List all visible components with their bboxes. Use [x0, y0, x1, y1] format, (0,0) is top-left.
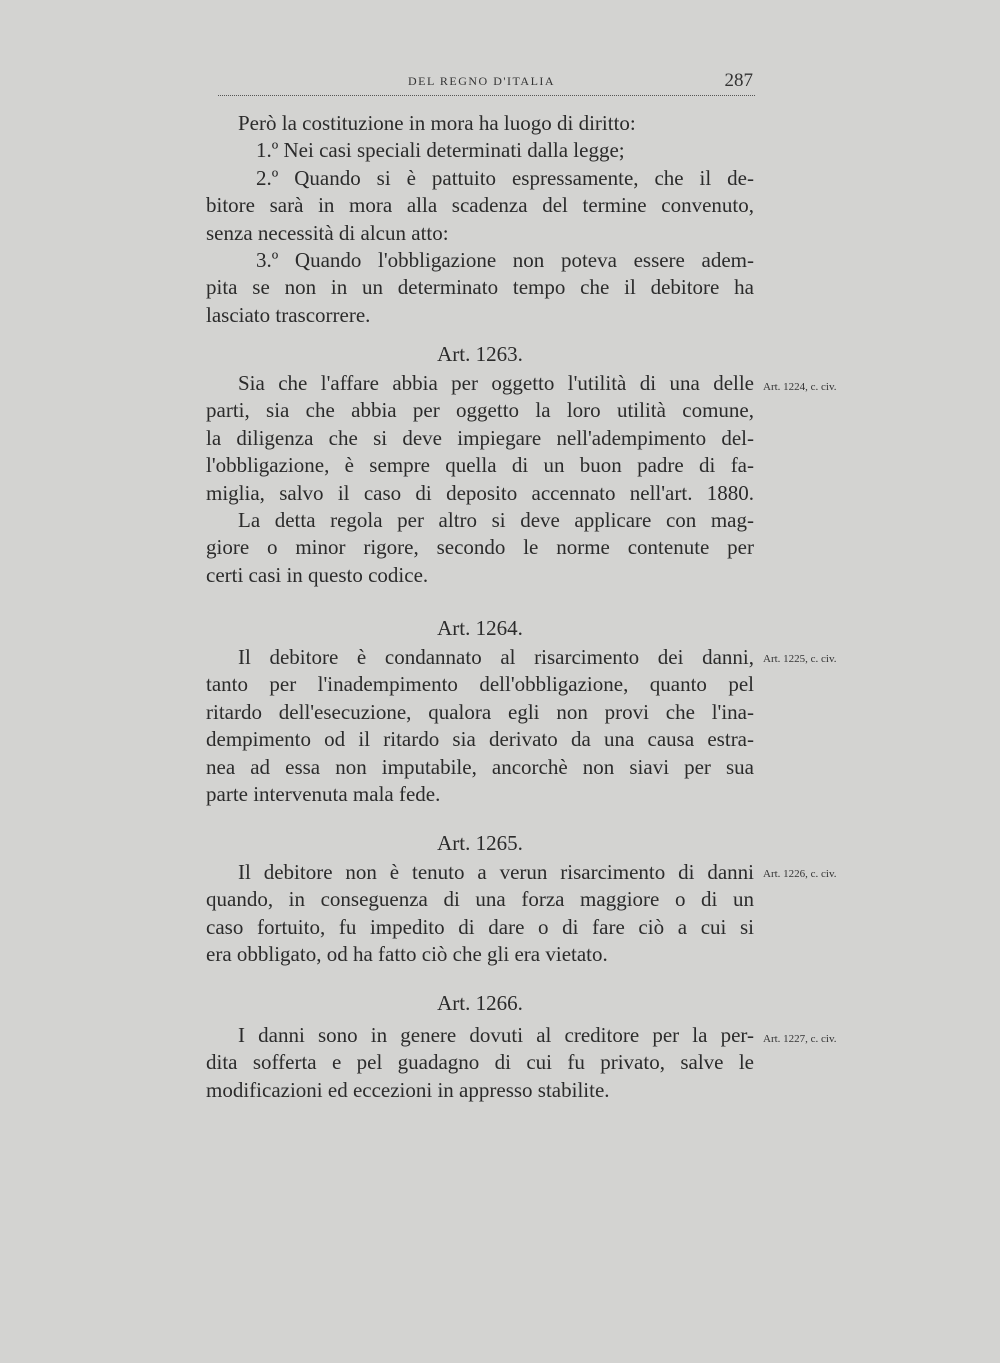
margin-note: Art. 1227, c. civ. [763, 1033, 837, 1045]
running-title: DEL REGNO D'ITALIA [408, 74, 556, 88]
text-line: 1.º Nei casi speciali determinati dalla legge; [256, 138, 625, 163]
text-line: 2.º Quando si è pattuito espressamente, che il de- [256, 165, 754, 190]
text-line: certi casi in questo codice. [206, 562, 429, 587]
text-line: La detta regola per altro si deve applicare con mag- [238, 508, 754, 533]
intro-paragraph [206, 110, 754, 329]
text-line: l'obbligazione, è sempre quella di un buon padre di fa- [206, 453, 754, 478]
text-line: I danni sono in genere dovuti al creditore per la per- [238, 1023, 754, 1047]
text-line: bitore sarà in mora alla scadenza del termine convenuto, [206, 193, 754, 218]
margin-note: Art. 1226, c. civ. [763, 868, 837, 880]
article-heading: Art. 1266. [437, 991, 523, 1015]
text-line: senza necessità di alcun atto: [206, 220, 449, 245]
text-line: caso fortuito, fu impedito di dare o di fare ciò a cui si [206, 914, 754, 939]
text-line: dempimento od il ritardo sia derivato da una causa estra- [206, 727, 754, 752]
header-rule [218, 95, 755, 96]
text-line: modificazioni ed eccezioni in appresso stabilite. [206, 1077, 610, 1102]
text-line: quando, in conseguenza di una forza maggiore o di un [206, 887, 754, 912]
text-line: parte intervenuta mala fede. [206, 782, 441, 807]
text-line: lasciato trascorrere. [206, 302, 371, 327]
article-heading: Art. 1264. [437, 616, 523, 640]
margin-note: Art. 1224, c. civ. [763, 381, 837, 393]
text-line: tanto per l'inadempimento dell'obbligazione, quanto pel [206, 672, 754, 697]
text-line: nea ad essa non imputabile, ancorchè non siavi per sua [206, 754, 754, 779]
article-heading: Art. 1265. [437, 831, 523, 855]
text-line: miglia, salvo il caso di deposito accennato nell'art. 1880. [206, 480, 754, 505]
text-line: era obbligato, od ha fatto ciò che gli era vietato. [206, 942, 608, 967]
article-heading: Art. 1263. [437, 342, 523, 366]
article-text [206, 370, 754, 589]
margin-note: Art. 1225, c. civ. [763, 653, 837, 665]
text-line: dita sofferta e pel guadagno di cui fu privato, salve le [206, 1050, 754, 1075]
text-line: parti, sia che abbia per oggetto la loro utilità comune, [206, 398, 754, 423]
text-line: Però la costituzione in mora ha luogo di diritto: [238, 111, 636, 135]
running-header [218, 70, 755, 96]
page-number: 287 [724, 70, 753, 91]
text-line: giore o minor rigore, secondo le norme contenute per [206, 535, 754, 560]
text-line: la diligenza che si deve impiegare nell'adempimento del- [206, 425, 754, 450]
article-text [206, 859, 754, 969]
text-line: pita se non in un determinato tempo che il debitore ha [206, 275, 754, 300]
text-line: 3.º Quando l'obbligazione non poteva essere adem- [256, 248, 754, 273]
text-line: Il debitore è condannato al risarcimento dei danni, [238, 645, 754, 669]
text-line: ritardo dell'esecuzione, qualora egli non provi che l'ina- [206, 699, 754, 724]
text-line: Sia che l'affare abbia per oggetto l'utilità di una delle [238, 371, 754, 395]
text-line: Il debitore non è tenuto a verun risarcimento di danni [238, 860, 754, 884]
article-text [206, 1022, 754, 1104]
article-text [206, 644, 754, 808]
